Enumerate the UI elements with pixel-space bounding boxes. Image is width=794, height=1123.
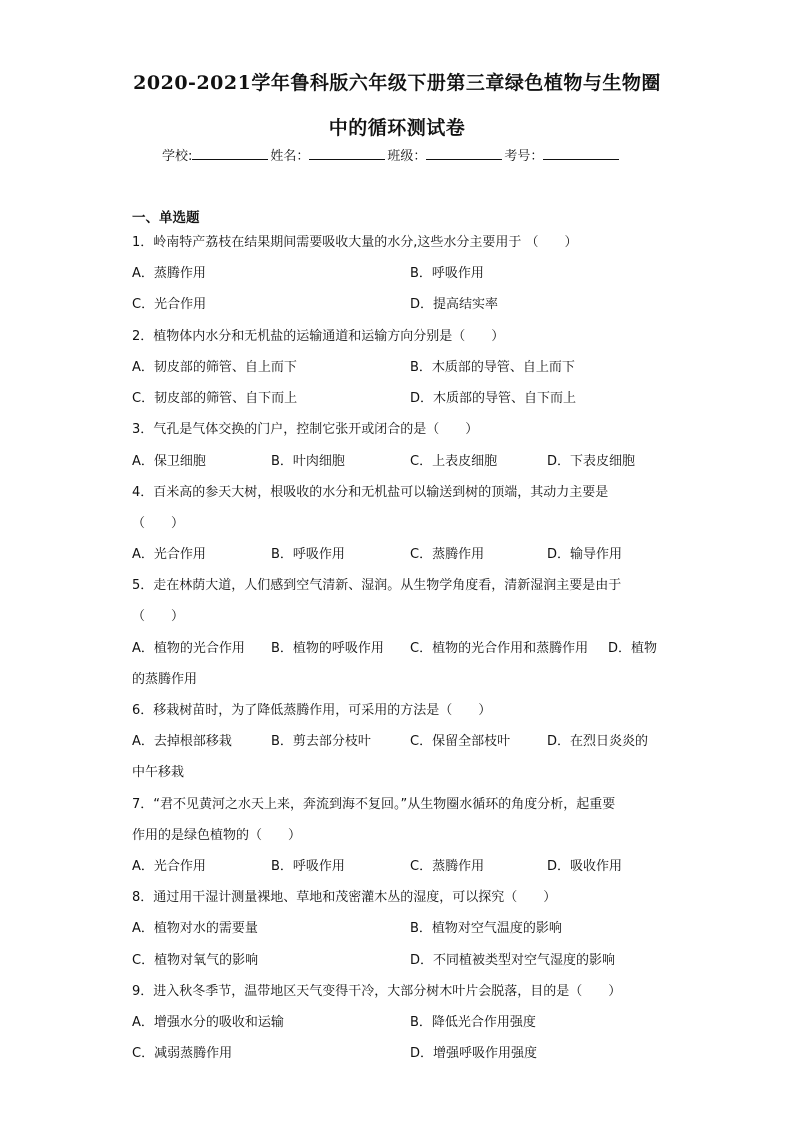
option-c: C．减弱蒸腾作用 [132, 1046, 233, 1061]
option-d: D．下表皮细胞 [547, 454, 636, 469]
option-c: C．植物对氧气的影响 [132, 953, 259, 968]
question-stem-cont: （ ） [132, 609, 185, 624]
option-b: B．呼吸作用 [410, 266, 484, 281]
option-c: C．韧皮部的筛管、自下而上 [132, 391, 298, 406]
option-d: D．提高结实率 [410, 297, 499, 312]
question-stem: 9．进入秋冬季节，温带地区天气变得干冷，大部分树木叶片会脱落，目的是（ ） [132, 984, 622, 999]
option-c: C．保留全部枝叶 [410, 734, 511, 749]
exam-title-line2: 中的循环测试卷 [328, 117, 466, 139]
option-d-cont: 的蒸腾作用 [132, 672, 198, 687]
question-stem: 7．“君不见黄河之水天上来，奔流到海不复回。”从生物圈水循环的角度分析，起重要 [132, 797, 616, 812]
option-a: A．保卫细胞 [132, 454, 206, 469]
option-a: A．蒸腾作用 [132, 266, 206, 281]
option-a: A．光合作用 [132, 859, 206, 874]
class-blank[interactable] [426, 147, 502, 160]
question-stem: 3．气孔是气体交换的门户，控制它张开或闭合的是（ ） [132, 422, 479, 437]
school-blank[interactable] [192, 147, 268, 160]
option-d: D．增强呼吸作用强度 [410, 1046, 538, 1061]
option-d: D．不同植被类型对空气湿度的影响 [410, 953, 616, 968]
option-c: C．植物的光合作用和蒸腾作用 [410, 641, 589, 656]
option-b: B．降低光合作用强度 [410, 1015, 536, 1030]
option-b: B．植物的呼吸作用 [271, 641, 384, 656]
option-c: C．蒸腾作用 [410, 859, 485, 874]
section-title: 一、单选题 [132, 210, 200, 226]
option-c: C．上表皮细胞 [410, 454, 498, 469]
option-b: B．木质部的导管、自上而下 [410, 360, 575, 375]
name-label: 姓名： [270, 149, 310, 164]
option-a: A．韧皮部的筛管、自上而下 [132, 360, 297, 375]
question-stem-cont: 作用的是绿色植物的（ ） [132, 828, 302, 843]
question-stem: 5．走在林荫大道，人们感到空气清新、湿润。从生物学角度看，清新湿润主要是由于 [132, 578, 622, 593]
option-d: D．吸收作用 [547, 859, 623, 874]
school-label: 学校: [162, 149, 193, 164]
exam-title-line1: 2020-2021学年鲁科版六年级下册第三章绿色植物与生物圈 [133, 72, 661, 94]
option-c: C．蒸腾作用 [410, 547, 485, 562]
option-b: B．剪去部分枝叶 [271, 734, 371, 749]
option-d: D．植物 [608, 641, 658, 656]
question-stem: 6．移栽树苗时，为了降低蒸腾作用，可采用的方法是（ ） [132, 703, 492, 718]
option-a: A．植物对水的需要量 [132, 921, 258, 936]
question-stem-cont: （ ） [132, 516, 185, 531]
option-c: C．光合作用 [132, 297, 207, 312]
option-d: D．在烈日炎炎的 [547, 734, 649, 749]
question-stem: 2．植物体内水分和无机盐的运输通道和运输方向分别是（ ） [132, 329, 505, 344]
option-a: A．增强水分的吸收和运输 [132, 1015, 284, 1030]
number-label: 考号： [504, 149, 544, 164]
option-b: B．呼吸作用 [271, 859, 345, 874]
student-info-row [162, 145, 621, 164]
option-b: B．呼吸作用 [271, 547, 345, 562]
option-a: A．去掉根部移栽 [132, 734, 232, 749]
question-stem: 4．百米高的参天大树，根吸收的水分和无机盐可以输送到树的顶端，其动力主要是 [132, 485, 609, 500]
question-stem: 8．通过用干湿计测量裸地、草地和茂密灌木丛的湿度，可以探究（ ） [132, 890, 557, 905]
option-b: B．植物对空气温度的影响 [410, 921, 562, 936]
option-b: B．叶肉细胞 [271, 454, 345, 469]
option-a: A．光合作用 [132, 547, 206, 562]
option-d: D．输导作用 [547, 547, 623, 562]
option-a: A．植物的光合作用 [132, 641, 245, 656]
number-blank[interactable] [543, 147, 619, 160]
class-label: 班级： [387, 149, 427, 164]
question-stem: 1．岭南特产荔枝在结果期间需要吸收大量的水分,这些水分主要用于 （ ） [132, 235, 578, 250]
option-d: D．木质部的导管、自下而上 [410, 391, 577, 406]
name-blank[interactable] [309, 147, 385, 160]
option-d-cont: 中午移栽 [132, 765, 185, 780]
